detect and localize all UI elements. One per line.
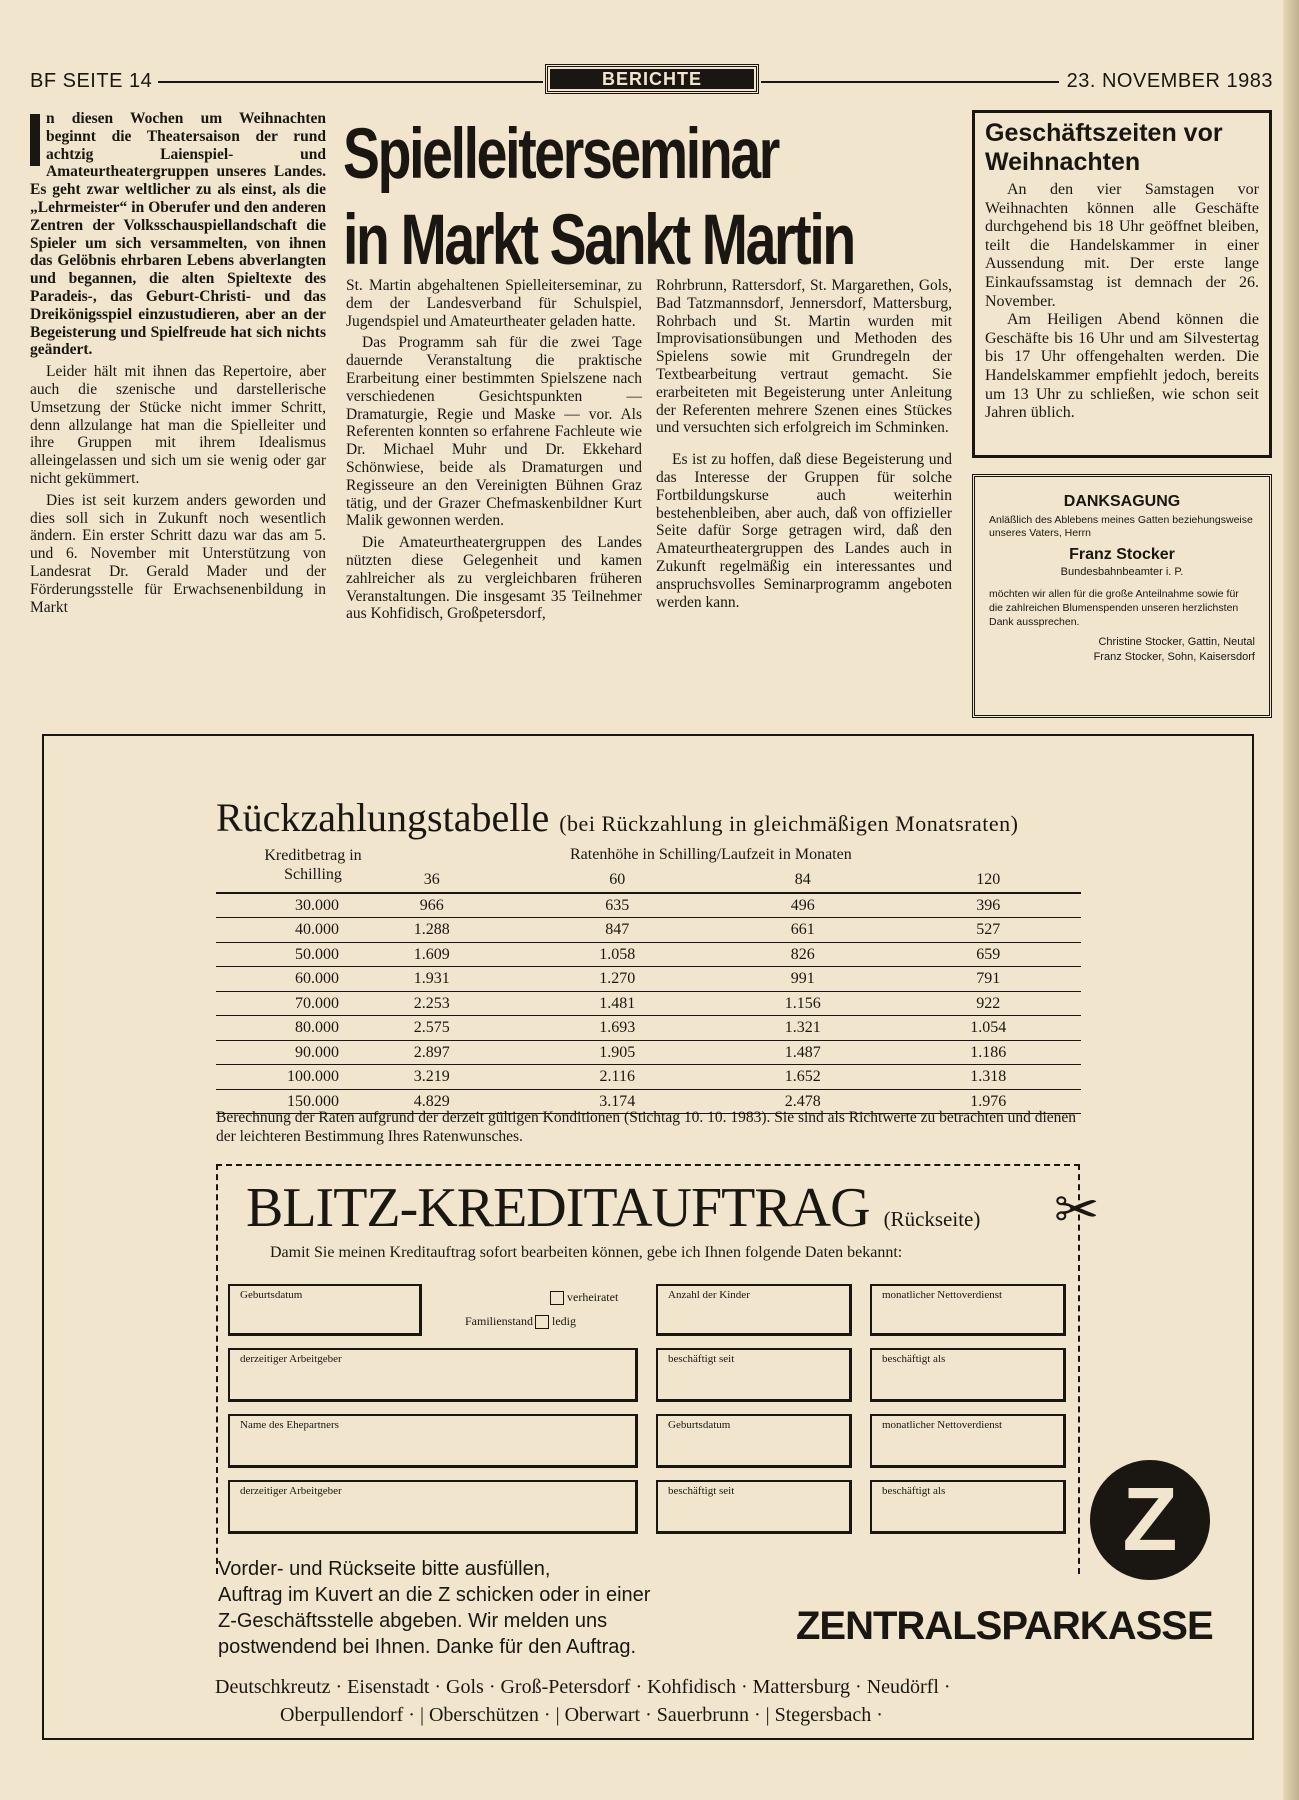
table-cell: 2.575 [413,1019,450,1036]
scissors-icon: ✂ [1054,1180,1100,1240]
hours-notice-paragraph: An den vier Samstagen vor Weihnachten können alle Geschäfte durchgehend bis 18 Uhr geöffnet bleiben, teilt die Handelskammer in einer Aussendung mit. Der erste lange Einkaufssamstag ist demnach der 26. November. [985,181,1259,310]
deceased-role: Bundesbahnbeamter i. P. [1060,566,1184,578]
table-cell: 826 [790,945,815,963]
checkbox-box[interactable] [550,1291,564,1305]
coupon-title-suffix: (Rückseite) [883,1207,981,1231]
table-cell: 1.693 [599,1019,636,1036]
instruction-line: postwendend bei Ihnen. Danke für den Auftrag. [218,1636,637,1658]
table-header-cell: 84 [794,871,811,888]
article-paragraph: Rohrbrunn, Rattersdorf, St. Margarethen, Gols, Bad Tatzmannsdorf, Jennersdorf, Mattersburg, Rohrbach und St. Martin wurden mit Improvisationsübungen und Methoden des Spielens sowie mit Grundregeln der Textbearbeitung vertraut gemacht. Sie erarbeiteten mit Begeisterung unter Anleitung der Referenten mehrere Szenen eines Stückes und versuchten sich erfolgreich im Schminken. [656,277,952,437]
net-income-field[interactable] [870,1284,1066,1336]
table-footnote: Berechnung der Raten aufgrund der derzeit gültigen Konditionen (Stichtag 10. 10. 1983). Sie sind als Richtwerte zu betrachten und dienen der leichteren Bestimmung Ihres Ratenwunsches. [216,1109,1077,1145]
table-row [216,894,1081,919]
article-paragraph: Dies ist seit kurzem anders geworden und dies soll sich in Zukunft noch wesentlich ändern. Ein erster Schritt dazu war das am 5. und 6. November mit Unterstützung von Landesrat Dr. Gerald Mader und der Förderungsstelle für Erwachsenenbildung in Markt [30,491,326,616]
logo-letter: Z [1122,1470,1178,1570]
children-count-field[interactable] [656,1284,852,1336]
table-cell: 635 [605,896,630,914]
table-cell: 1.976 [970,1092,1007,1110]
table-cell: 991 [790,970,815,987]
table-cell: 1.481 [599,994,636,1012]
thanks-text: möchten wir allen für die große Anteilnahme sowie für die zahlreichen Blumenspenden unseren herzlichsten Dank aussprechen. [989,588,1239,628]
table-cell: 1.487 [784,1043,821,1061]
instruction-line: Z-Geschäftsstelle abgeben. Wir melden uns [218,1610,608,1632]
hours-notice-paragraph: Am Heiligen Abend können die Geschäfte bis 16 Uhr und am Silvestertag bis 17 Uhr offengehalten werden. Die Handelskammer empfiehlt jedoch, bereits um 13 Uhr zu schließen, wie schon seit Jahren üblich. [985,311,1259,422]
employer-field[interactable] [228,1348,638,1402]
field-label: beschäftigt seit [668,1485,735,1497]
spouse-employed-as-field[interactable] [870,1480,1066,1534]
article-paragraph: Leider hält mit ihnen das Repertoire, aber auch die szenische und darstellerische Umsetzung der Stücke nicht immer Schritt, denn allzulange hat man die Spielleiter und ihre Gruppen mit ihrem Idealismus alleingelassen und sich um sie wenig oder gar nicht gekümmert. [30,363,326,487]
header-rule-right [761,81,1059,83]
field-label: beschäftigt seit [668,1353,735,1365]
table-header-row [216,868,1081,894]
table-cell: 1.288 [413,921,450,938]
table-header-cell: 120 [976,871,1001,888]
table-cell: 496 [790,896,815,914]
marital-status-label: Familienstand [465,1314,533,1328]
table-row [216,1065,1081,1090]
instruction-line: Auftrag im Kuvert an die Z schicken oder in einer [218,1584,651,1606]
table-row [216,918,1081,943]
branch-list-line-1: Deutschkreutz · Eisenstadt · Gols · Groß-Petersdorf · Kohfidisch · Mattersburg · Neudörfl · [215,1676,951,1698]
spouse-employed-since-field[interactable] [656,1480,852,1534]
section-label [545,64,759,94]
lead-text: n diesen Wochen um Weihnachten beginnt die Theatersaison der rund achtzig Laienspiel- und Amateurtheatergruppen unseres Landes. Es geht zwar weltlicher zu als einst, als die „Lehrmeister“ in Oberufer und den anderen Zentren der Volksschauspiellandschaft die Spieler um sich versammelten, von ihnen das Gelöbnis ehrbaren Lebens abverlangten und begannen, die alten Spieltexte des Paradeis-, das Geburt-Christi- und das Dreikönigsspiel einzustudieren, aber an der Begeisterung und Spielfreude hat sich nichts geändert. [30,110,326,359]
coupon-title [246,1176,980,1240]
table-cell: 70.000 [295,994,339,1012]
article-paragraph: Das Programm sah für die zwei Tage dauernde Veranstaltung die praktische Erarbeitung einer bestimmten Spielszene nach verschiedenen Gesichtspunkten — Dramaturgie, Regie und Maske — vor. Als Referenten konnten so erfahrene Fachleute wie Dr. Michael Muhr und Dr. Ekkehard Schönwiese, beide als Dramaturgen und Regisseure an den Vereinigten Bühnen Graz tätig, und der Grazer Chefmaskenbildner Kurt Malik gewonnen werden. [346,334,642,530]
table-cell: 1.318 [970,1068,1007,1085]
table-cell: 3.174 [599,1092,636,1110]
repayment-subtitle: (bei Rückzahlung in gleichmäßigen Monatsraten) [559,811,1019,836]
employed-as-field[interactable] [870,1348,1066,1402]
table-row [216,992,1081,1017]
table-cell: 30.000 [295,896,339,914]
thanks-signatures [989,635,1255,665]
table-cell: 1.186 [970,1043,1007,1061]
hours-notice-title: Geschäftszeiten vor Weihnachten [985,119,1223,176]
table-cell: 80.000 [295,1019,339,1036]
checkbox-box[interactable] [535,1315,549,1329]
drop-cap [30,114,40,166]
table-cell: 966 [419,896,444,914]
field-label: monatlicher Nettoverdienst [882,1419,1003,1431]
table-cell: 60.000 [295,970,339,987]
field-label: derzeitiger Arbeitgeber [240,1485,342,1497]
article-paragraph: St. Martin abgehaltenen Spielleiterseminar, zu dem der Landesverband für Schulspiel, Jugendspiel und Amateurtheater geladen hatte. [346,277,642,330]
employed-since-field[interactable] [656,1348,852,1402]
spouse-birthdate-field[interactable] [656,1414,852,1468]
table-cell: 1.054 [970,1019,1007,1036]
table-header-cell [216,868,339,892]
field-label: Anzahl der Kinder [668,1289,750,1301]
repayment-table-title [216,794,1018,841]
table-cell: 2.116 [599,1068,635,1085]
thanks-intro: Anläßlich des Ablebens meines Gatten beziehungsweise unseres Vaters, Herrn [989,514,1253,539]
table-cell: 1.156 [784,994,821,1012]
table-cell: 527 [976,921,1001,938]
table-cell: 90.000 [295,1043,339,1061]
table-cell: 1.931 [413,970,450,987]
article-column-3 [656,277,952,615]
coupon-cut-line-left [216,1164,218,1574]
article-lead [30,110,326,359]
field-label: monatlicher Nettoverdienst [882,1289,1003,1301]
table-cell: 2.253 [413,994,450,1012]
article-column-1 [30,110,326,620]
table-cell: 1.609 [413,945,450,963]
table-cell: 3.219 [413,1068,450,1085]
field-label: beschäftigt als [882,1353,946,1365]
table-cell: 661 [790,921,815,938]
birthdate-field[interactable] [228,1284,422,1336]
table-cell: 1.270 [599,970,636,987]
table-header-cell: 60 [609,871,626,888]
table-cell: 2.897 [413,1043,450,1061]
bank-name: ZENTRALSPARKASSE [796,1604,1213,1648]
submission-instructions [218,1556,650,1660]
thanks-title: DANKSAGUNG [1063,493,1181,510]
signature-line: Franz Stocker, Sohn, Kaisersdorf [1093,651,1255,663]
spouse-employer-field[interactable] [228,1480,638,1534]
married-checkbox[interactable] [550,1290,618,1305]
table-cell: 2.478 [784,1092,821,1110]
hours-notice-box [972,110,1272,458]
rates-header: Ratenhöhe in Schilling/Laufzeit in Monaten [570,846,852,863]
header-rule-left [158,81,543,83]
table-header-cell: 36 [423,871,440,888]
field-label: beschäftigt als [882,1485,946,1497]
table-cell: 4.829 [413,1092,450,1110]
branch-list-line-2: Oberpullendorf · | Oberschützen · | Oberwart · Sauerbrunn · | Stegersbach · [280,1704,883,1726]
article-paragraph: Es ist zu hoffen, daß diese Begeisterung und das Interesse der Gruppen für solche Fortbildungskurse auch weiterhin bestehenbleiben, aber auch, daß von offizieller Seite dafür Sorge getragen wird, daß den Amateurtheatergruppen des Landes auch in Zukunft regelmäßig ein interessantes und anspruchsvolles Seminarprogramm angeboten werden kann. [656,451,952,611]
signature-line: Christine Stocker, Gattin, Neutal [1098,636,1255,648]
table-cell: 1.905 [599,1043,636,1061]
table-cell: 847 [605,921,630,938]
field-label: derzeitiger Arbeitgeber [240,1353,342,1365]
coupon-cut-line-top [216,1164,1080,1166]
repayment-table [216,868,1081,1114]
table-cell: 1.058 [599,945,636,963]
field-label: Geburtsdatum [668,1419,731,1431]
table-cell: 50.000 [295,945,339,963]
table-cell: 659 [976,945,1001,963]
section-label-text: BERICHTE [550,69,754,89]
table-row [216,1016,1081,1041]
page-edge [1283,0,1299,1800]
table-cell: 150.000 [287,1092,339,1110]
coupon-instructions: Damit Sie meinen Kreditauftrag sofort bearbeiten können, gebe ich Ihnen folgende Daten bekannt: [270,1244,903,1261]
table-row [216,967,1081,992]
checkbox-label: ledig [552,1314,576,1328]
table-cell: 922 [976,994,1001,1012]
table-cell: 791 [976,970,1001,987]
obituary-thanks-box [972,474,1272,718]
table-cell: 396 [976,896,1001,914]
table-cell: 1.321 [784,1019,821,1036]
table-cell: 40.000 [295,921,339,938]
headline-line-2: in Markt Sankt Martin [343,201,854,280]
table-cell: 100.000 [287,1068,339,1085]
single-checkbox[interactable] [465,1314,576,1329]
repayment-title: Rückzahlungstabelle [216,795,550,840]
issue-date: 23. NOVEMBER 1983 [1066,70,1273,92]
spouse-net-income-field[interactable] [870,1414,1066,1468]
field-label: Geburtsdatum [240,1289,303,1301]
page-number: BF SEITE 14 [30,70,153,92]
table-row [216,943,1081,968]
loan-amount-header: Kreditbetrag in Schilling [264,847,362,883]
instruction-line: Vorder- und Rückseite bitte ausfüllen, [218,1558,551,1580]
headline-line-1: Spielleiterseminar [343,115,778,194]
article-column-2 [346,277,642,627]
table-cell: 1.652 [784,1068,821,1085]
deceased-name: Franz Stocker [1069,546,1175,563]
article-paragraph: Die Amateurtheatergruppen des Landes nützten diese Gelegenheit und kamen zahlreicher als zu vergleichbaren früheren Veranstaltungen. Die insgesamt 35 Teilnehmer aus Kohfidisch, Großpetersdorf, [346,534,642,623]
coupon-title-main: BLITZ-KREDITAUFTRAG [246,1177,870,1239]
checkbox-label: verheiratet [567,1290,619,1304]
spouse-name-field[interactable] [228,1414,638,1468]
field-label: Name des Ehepartners [240,1419,339,1431]
article-headline [343,112,854,284]
table-row [216,1041,1081,1066]
